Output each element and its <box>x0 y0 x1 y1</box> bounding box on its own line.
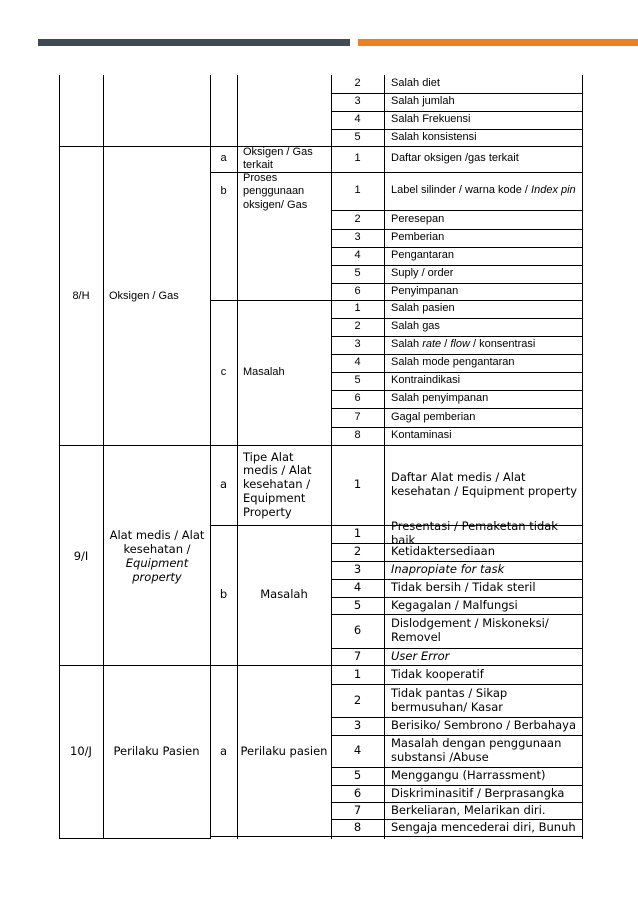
item-number: 5 <box>354 267 361 280</box>
item-number: 1 <box>353 526 362 541</box>
item-number: 5 <box>354 374 361 387</box>
subsection-letter: a <box>219 744 228 759</box>
item-number: 3 <box>353 718 362 733</box>
item-text: Daftar oksigen /gas terkait <box>391 152 519 165</box>
subsection-label: Perilaku pasien <box>240 744 328 759</box>
table-border-bottom <box>59 838 211 839</box>
item-text: Diskriminasitif / Berprasangka <box>391 785 565 800</box>
item-text: Salah jumlah <box>391 95 455 108</box>
item-text: Ketidaktersediaan <box>391 544 496 559</box>
item-number: 3 <box>354 95 361 108</box>
item-number: 1 <box>353 666 362 681</box>
item-number: 5 <box>354 130 361 143</box>
item-number: 4 <box>353 743 362 758</box>
item-number: 2 <box>353 692 362 707</box>
item-number: 5 <box>353 597 362 612</box>
item-number: 8 <box>353 819 362 834</box>
subsection-label: Masalah <box>243 365 285 378</box>
table-border-right <box>582 75 583 839</box>
item-text: Tidak pantas / Sikap bermusuhan/ Kasar <box>391 685 508 714</box>
item-number: 4 <box>354 113 361 126</box>
section-name-text: Alat medis / Alat kesehatan / <box>109 528 205 557</box>
item-text-plain: Label silinder / warna kode / <box>391 184 532 197</box>
item-number: 6 <box>354 284 361 297</box>
subsection-letter: b <box>220 185 227 198</box>
item-number: 4 <box>354 356 361 369</box>
item-number: 5 <box>353 768 362 783</box>
item-text: Salah konsistensi <box>391 130 477 143</box>
section-code: 10/J <box>70 744 92 759</box>
item-number: 3 <box>354 231 361 244</box>
item-text: User Error <box>391 648 450 663</box>
item-text: Presentasi / Pemaketan tidak baik <box>391 519 558 547</box>
item-text <box>391 172 581 210</box>
table-divider <box>103 75 104 839</box>
header-bar-orange <box>358 39 638 46</box>
item-text: Menggangu (Harrassment) <box>391 768 546 783</box>
table-divider <box>237 75 238 839</box>
section-code: 8/H <box>72 290 90 303</box>
item-text: Peresepan <box>391 212 445 225</box>
item-number: 7 <box>354 410 361 423</box>
item-number: 1 <box>354 184 361 197</box>
item-number: 1 <box>354 152 361 165</box>
item-number: 6 <box>354 392 361 405</box>
subsection-letter: a <box>220 152 227 165</box>
section-name: Perilaku Pasien <box>113 744 200 759</box>
section-name <box>106 522 208 592</box>
section-name: Oksigen / Gas <box>109 290 179 303</box>
item-text: Tidak bersih / Tidak steril <box>391 580 536 595</box>
subsection-letter: a <box>219 477 228 492</box>
item-number: 1 <box>354 302 361 315</box>
item-text: Salah penyimpanan <box>391 392 489 405</box>
subsection-letter: c <box>220 365 227 378</box>
subsection-label: Tipe Alat medis / Alat kesehatan / Equipment Property <box>243 449 312 519</box>
item-number: 7 <box>353 802 362 817</box>
subsection-label: Proses penggunaan oksigen/ Gas <box>243 172 308 211</box>
item-number: 3 <box>353 562 362 577</box>
item-text: Berisiko/ Sembrono / Berbahaya <box>391 718 577 733</box>
item-text <box>391 336 579 354</box>
subsection-label: Masalah <box>260 587 308 602</box>
header-bar-dark <box>38 39 350 46</box>
section-name-italic: Equipment property <box>125 556 189 584</box>
item-number: 2 <box>353 544 362 559</box>
item-text-italic: flow <box>450 338 470 351</box>
item-number: 2 <box>354 77 361 90</box>
item-text-plain: / <box>441 338 451 351</box>
item-text: Inapropiate for task <box>391 562 505 577</box>
item-number: 6 <box>353 785 362 800</box>
table-border-left <box>59 75 60 839</box>
item-text: Sengaja mencederai diri, Bunuh <box>391 819 576 834</box>
item-text: Pemberian <box>391 231 445 244</box>
item-text: Kontraindikasi <box>391 374 461 387</box>
subsection-label: Oksigen / Gas terkait <box>243 145 313 171</box>
item-text: Kegagalan / Malfungsi <box>391 597 518 612</box>
item-text: Berkeliaran, Melarikan diri. <box>391 802 546 817</box>
item-text: Pengantaran <box>391 249 454 262</box>
item-text: Penyimpanan <box>391 284 459 297</box>
table-divider <box>384 75 385 839</box>
item-number: 2 <box>354 212 361 225</box>
item-text: Gagal pemberian <box>391 410 476 423</box>
item-number: 6 <box>353 623 362 638</box>
item-text-italic: Index pin <box>531 184 576 197</box>
item-text: Kontaminasi <box>391 429 452 442</box>
item-number: 7 <box>353 648 362 663</box>
item-text-plain: / konsentrasi <box>469 338 536 351</box>
item-number: 2 <box>354 320 361 333</box>
item-text: Salah pasien <box>391 302 455 315</box>
item-text: Salah mode pengantaran <box>391 356 515 369</box>
item-number: 1 <box>353 477 362 492</box>
item-text: Dislodgement / Miskoneksi/ Removel <box>391 616 549 644</box>
item-number: 3 <box>354 338 361 351</box>
item-text: Daftar Alat medis / Alat kesehatan / Equipment property <box>391 470 578 498</box>
item-text: Masalah dengan penggunaan substansi /Abuse <box>391 736 562 764</box>
table-border-bottom <box>210 836 582 837</box>
item-text: Salah gas <box>391 320 440 333</box>
item-text: Suply / order <box>391 267 454 280</box>
item-number: 4 <box>353 580 362 595</box>
item-number: 4 <box>354 249 361 262</box>
section-code: 9/I <box>73 549 89 564</box>
item-text-plain: Salah <box>391 338 423 351</box>
item-text: Salah diet <box>391 77 440 90</box>
item-text: Tidak kooperatif <box>391 666 484 681</box>
item-text-italic: rate <box>422 338 442 351</box>
item-text: Salah Frekuensi <box>391 113 471 126</box>
subsection-letter: b <box>219 587 228 602</box>
item-number: 8 <box>354 429 361 442</box>
